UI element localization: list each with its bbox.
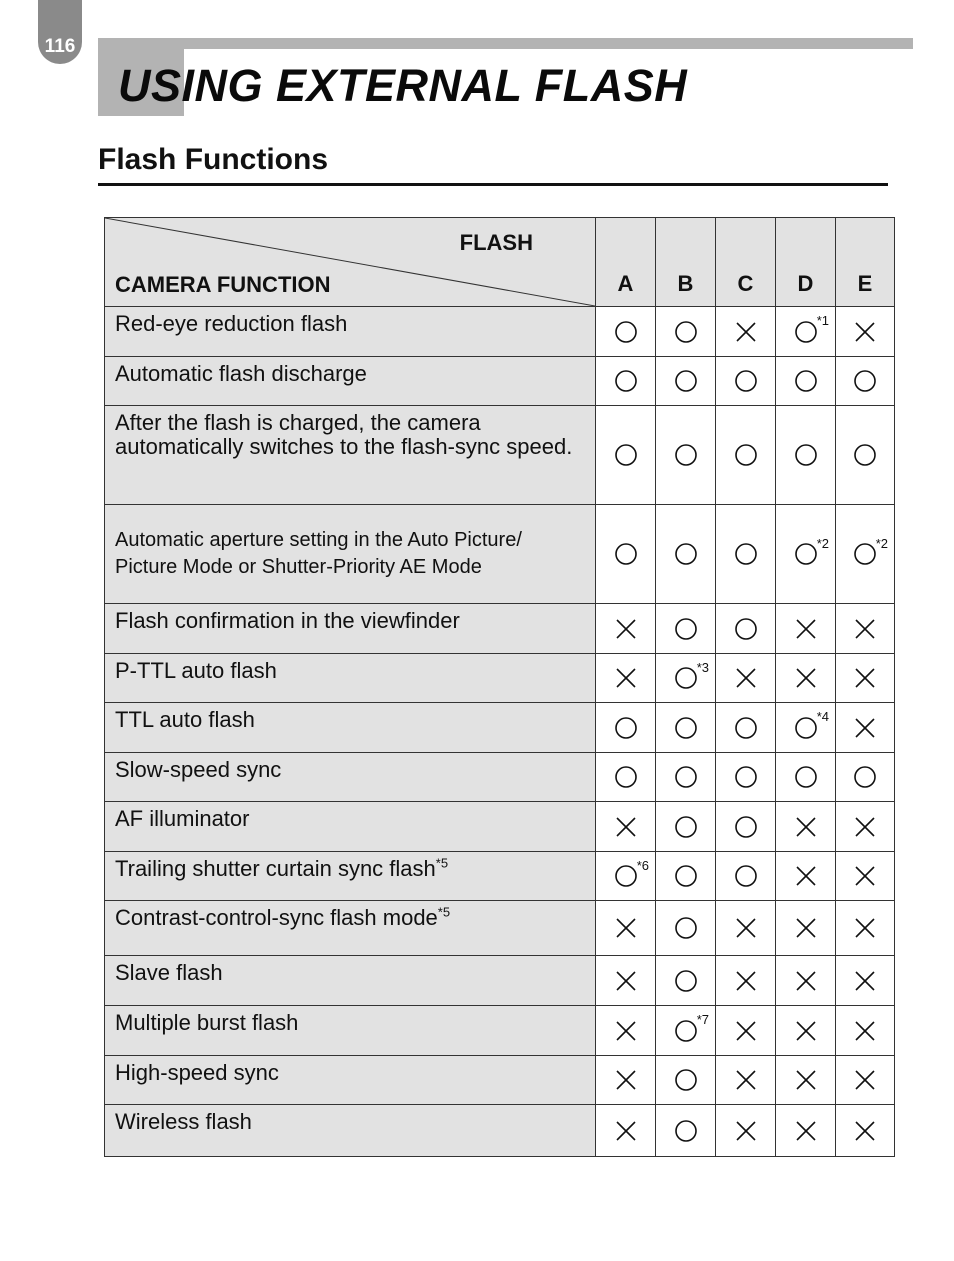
- cross-icon: [853, 617, 877, 641]
- camera-function-label: Automatic aperture setting in the Auto Picture/ Picture Mode or Shutter-Priority AE Mode: [115, 529, 522, 578]
- mark-cell: [776, 406, 836, 505]
- mark-cell: [596, 604, 656, 654]
- camera-function-cell: [105, 357, 596, 406]
- page-number: 116: [44, 36, 76, 57]
- cross-icon: [794, 1068, 818, 1092]
- cell-footnote-ref: *1: [816, 313, 829, 328]
- cross-icon: [853, 916, 877, 940]
- camera-function-label: Wireless flash: [115, 1109, 252, 1134]
- table-body: [105, 307, 895, 1157]
- table-row: [105, 852, 895, 901]
- table-row: [105, 604, 895, 654]
- mark-cell: [656, 654, 716, 703]
- cross-icon: [853, 1119, 877, 1143]
- mark-cell: [836, 654, 895, 703]
- cell-footnote-ref: *7: [696, 1012, 709, 1027]
- circle-icon: [853, 369, 877, 393]
- cross-icon: [853, 1068, 877, 1092]
- section-rule: [98, 183, 888, 186]
- cross-icon: [734, 1068, 758, 1092]
- table-row: [105, 1105, 895, 1157]
- mark-cell: [716, 1006, 776, 1056]
- mark-cell: [596, 1006, 656, 1056]
- mark-cell: [716, 357, 776, 406]
- table-header-row: [105, 218, 895, 307]
- circle-icon: [614, 443, 638, 467]
- mark-cell: [716, 956, 776, 1006]
- circle-icon: [734, 815, 758, 839]
- camera-function-label: Flash confirmation in the viewfinder: [115, 608, 460, 633]
- camera-function-label: TTL auto flash: [115, 707, 255, 732]
- mark-cell: [596, 1105, 656, 1157]
- header-corner-cell: [105, 218, 596, 307]
- mark-cell: [716, 406, 776, 505]
- circle-icon: [794, 716, 818, 740]
- mark-cell: [776, 852, 836, 901]
- mark-cell: [596, 852, 656, 901]
- camera-function-label: AF illuminator: [115, 806, 250, 831]
- cross-icon: [794, 666, 818, 690]
- camera-function-label: Trailing shutter curtain sync flash: [115, 856, 436, 881]
- mark-cell: [656, 307, 716, 357]
- mark-cell: [656, 1105, 716, 1157]
- mark-cell: [716, 802, 776, 852]
- mark-cell: [836, 406, 895, 505]
- mark-cell: [836, 956, 895, 1006]
- camera-function-cell: [105, 1056, 596, 1105]
- mark-cell: [776, 901, 836, 956]
- cross-icon: [853, 1019, 877, 1043]
- mark-cell: [836, 505, 895, 604]
- mark-cell: [836, 1006, 895, 1056]
- circle-icon: [853, 443, 877, 467]
- mark-cell: [596, 703, 656, 753]
- cross-icon: [853, 864, 877, 888]
- flash-functions-table: [104, 217, 895, 1157]
- footnote-ref: *5: [437, 904, 451, 920]
- column-header-b: B: [656, 218, 716, 307]
- cross-icon: [794, 1119, 818, 1143]
- cross-icon: [614, 969, 638, 993]
- footnote-ref: *5: [435, 855, 449, 871]
- camera-function-label: Red-eye reduction flash: [115, 311, 348, 336]
- mark-cell: [716, 753, 776, 802]
- mark-cell: [656, 1006, 716, 1056]
- cross-icon: [734, 916, 758, 940]
- cross-icon: [853, 716, 877, 740]
- circle-icon: [734, 443, 758, 467]
- column-header-e: E: [836, 218, 895, 307]
- mark-cell: [776, 1006, 836, 1056]
- mark-cell: [836, 901, 895, 956]
- circle-icon: [674, 916, 698, 940]
- cross-icon: [853, 320, 877, 344]
- camera-function-label: P-TTL auto flash: [115, 658, 277, 683]
- mark-cell: [776, 307, 836, 357]
- table-row: [105, 1056, 895, 1105]
- mark-cell: [716, 703, 776, 753]
- camera-function-cell: [105, 654, 596, 703]
- cross-icon: [794, 969, 818, 993]
- table-row: [105, 1006, 895, 1056]
- mark-cell: [776, 604, 836, 654]
- camera-function-cell: [105, 307, 596, 357]
- table-row: [105, 654, 895, 703]
- circle-icon: [614, 320, 638, 344]
- mark-cell: [596, 802, 656, 852]
- mark-cell: [836, 1056, 895, 1105]
- mark-cell: [596, 901, 656, 956]
- camera-function-label: Multiple burst flash: [115, 1010, 299, 1035]
- mark-cell: [656, 753, 716, 802]
- cross-icon: [734, 969, 758, 993]
- cross-icon: [734, 1019, 758, 1043]
- mark-cell: [656, 956, 716, 1006]
- circle-icon: [794, 443, 818, 467]
- circle-icon: [794, 369, 818, 393]
- mark-cell: [596, 307, 656, 357]
- circle-icon: [614, 369, 638, 393]
- cross-icon: [614, 1119, 638, 1143]
- camera-function-label: Slave flash: [115, 960, 223, 985]
- cross-icon: [853, 815, 877, 839]
- mark-cell: [656, 703, 716, 753]
- mark-cell: [776, 753, 836, 802]
- mark-cell: [836, 357, 895, 406]
- mark-cell: [776, 703, 836, 753]
- mark-cell: [596, 654, 656, 703]
- camera-function-label: Contrast-control-sync flash mode: [115, 905, 438, 930]
- mark-cell: [656, 901, 716, 956]
- circle-icon: [734, 765, 758, 789]
- circle-icon: [674, 617, 698, 641]
- cross-icon: [614, 1019, 638, 1043]
- table-row: [105, 357, 895, 406]
- camera-function-label: Automatic flash discharge: [115, 361, 367, 386]
- mark-cell: [836, 802, 895, 852]
- cross-icon: [734, 320, 758, 344]
- mark-cell: [656, 802, 716, 852]
- circle-icon: [674, 765, 698, 789]
- column-header-d: D: [776, 218, 836, 307]
- mark-cell: [836, 703, 895, 753]
- camera-function-cell: [105, 753, 596, 802]
- table-row: [105, 406, 895, 505]
- mark-cell: [776, 1105, 836, 1157]
- table-row: [105, 802, 895, 852]
- table-row: [105, 505, 895, 604]
- circle-icon: [674, 443, 698, 467]
- circle-icon: [853, 542, 877, 566]
- mark-cell: [836, 753, 895, 802]
- circle-icon: [674, 815, 698, 839]
- mark-cell: [776, 956, 836, 1006]
- cell-footnote-ref: *2: [816, 535, 829, 551]
- camera-function-cell: [105, 852, 596, 901]
- camera-function-cell: [105, 1006, 596, 1056]
- cross-icon: [614, 916, 638, 940]
- mark-cell: [776, 802, 836, 852]
- circle-icon: [614, 716, 638, 740]
- header-flash-label: FLASH: [459, 230, 533, 255]
- mark-cell: [656, 357, 716, 406]
- mark-cell: [596, 956, 656, 1006]
- mark-cell: [596, 753, 656, 802]
- cross-icon: [734, 666, 758, 690]
- column-header-a: A: [596, 218, 656, 307]
- cross-icon: [853, 969, 877, 993]
- circle-icon: [674, 542, 698, 566]
- circle-icon: [674, 369, 698, 393]
- cross-icon: [794, 1019, 818, 1043]
- mark-cell: [596, 1056, 656, 1105]
- circle-icon: [794, 320, 818, 344]
- cross-icon: [794, 617, 818, 641]
- mark-cell: [776, 357, 836, 406]
- mark-cell: [776, 654, 836, 703]
- header-camera-function-label: CAMERA FUNCTION: [115, 272, 331, 297]
- cross-icon: [794, 815, 818, 839]
- circle-icon: [734, 542, 758, 566]
- table-row: [105, 307, 895, 357]
- mark-cell: [716, 1056, 776, 1105]
- camera-function-cell: [105, 703, 596, 753]
- mark-cell: [836, 852, 895, 901]
- circle-icon: [674, 969, 698, 993]
- cross-icon: [853, 666, 877, 690]
- camera-function-cell: [105, 406, 596, 505]
- camera-function-cell: [105, 505, 596, 604]
- mark-cell: [776, 1056, 836, 1105]
- circle-icon: [674, 1119, 698, 1143]
- mark-cell: [656, 1056, 716, 1105]
- mark-cell: [596, 505, 656, 604]
- circle-icon: [674, 666, 698, 690]
- mark-cell: [716, 604, 776, 654]
- camera-function-label: High-speed sync: [115, 1060, 279, 1085]
- mark-cell: [656, 852, 716, 901]
- cross-icon: [614, 1068, 638, 1092]
- mark-cell: [656, 406, 716, 505]
- camera-function-label: After the flash is charged, the camera automatically switches to the flash-sync speed.: [115, 410, 573, 459]
- cross-icon: [614, 666, 638, 690]
- cross-icon: [614, 617, 638, 641]
- section-title: Flash Functions: [98, 143, 329, 176]
- mark-cell: [596, 357, 656, 406]
- table-row: [105, 901, 895, 956]
- cross-icon: [614, 815, 638, 839]
- circle-icon: [674, 716, 698, 740]
- circle-icon: [674, 320, 698, 344]
- circle-icon: [674, 1068, 698, 1092]
- circle-icon: [614, 542, 638, 566]
- mark-cell: [716, 307, 776, 357]
- circle-icon: [734, 716, 758, 740]
- circle-icon: [853, 765, 877, 789]
- mark-cell: [836, 604, 895, 654]
- cross-icon: [794, 916, 818, 940]
- mark-cell: [716, 901, 776, 956]
- mark-cell: [656, 604, 716, 654]
- mark-cell: [716, 505, 776, 604]
- mark-cell: [716, 1105, 776, 1157]
- camera-function-cell: [105, 901, 596, 956]
- circle-icon: [734, 369, 758, 393]
- mark-cell: [716, 852, 776, 901]
- mark-cell: [836, 307, 895, 357]
- page-title: USING EXTERNAL FLASH: [118, 60, 688, 111]
- circle-icon: [734, 864, 758, 888]
- circle-icon: [614, 864, 638, 888]
- mark-cell: [776, 505, 836, 604]
- title-bar: [98, 38, 913, 49]
- circle-icon: [794, 542, 818, 566]
- circle-icon: [674, 864, 698, 888]
- cell-footnote-ref: *6: [636, 857, 649, 873]
- column-header-c: C: [716, 218, 776, 307]
- table-row: [105, 703, 895, 753]
- cross-icon: [734, 1119, 758, 1143]
- cell-footnote-ref: *3: [696, 659, 709, 675]
- camera-function-cell: [105, 1105, 596, 1157]
- circle-icon: [734, 617, 758, 641]
- camera-function-cell: [105, 956, 596, 1006]
- camera-function-label: Slow-speed sync: [115, 757, 282, 782]
- table-row: [105, 956, 895, 1006]
- camera-function-cell: [105, 802, 596, 852]
- circle-icon: [614, 765, 638, 789]
- mark-cell: [716, 654, 776, 703]
- mark-cell: [596, 406, 656, 505]
- cell-footnote-ref: *4: [816, 709, 829, 724]
- mark-cell: [836, 1105, 895, 1157]
- table-row: [105, 753, 895, 802]
- camera-function-cell: [105, 604, 596, 654]
- mark-cell: [656, 505, 716, 604]
- cell-footnote-ref: *2: [875, 535, 888, 551]
- circle-icon: [794, 765, 818, 789]
- circle-icon: [674, 1019, 698, 1043]
- cross-icon: [794, 864, 818, 888]
